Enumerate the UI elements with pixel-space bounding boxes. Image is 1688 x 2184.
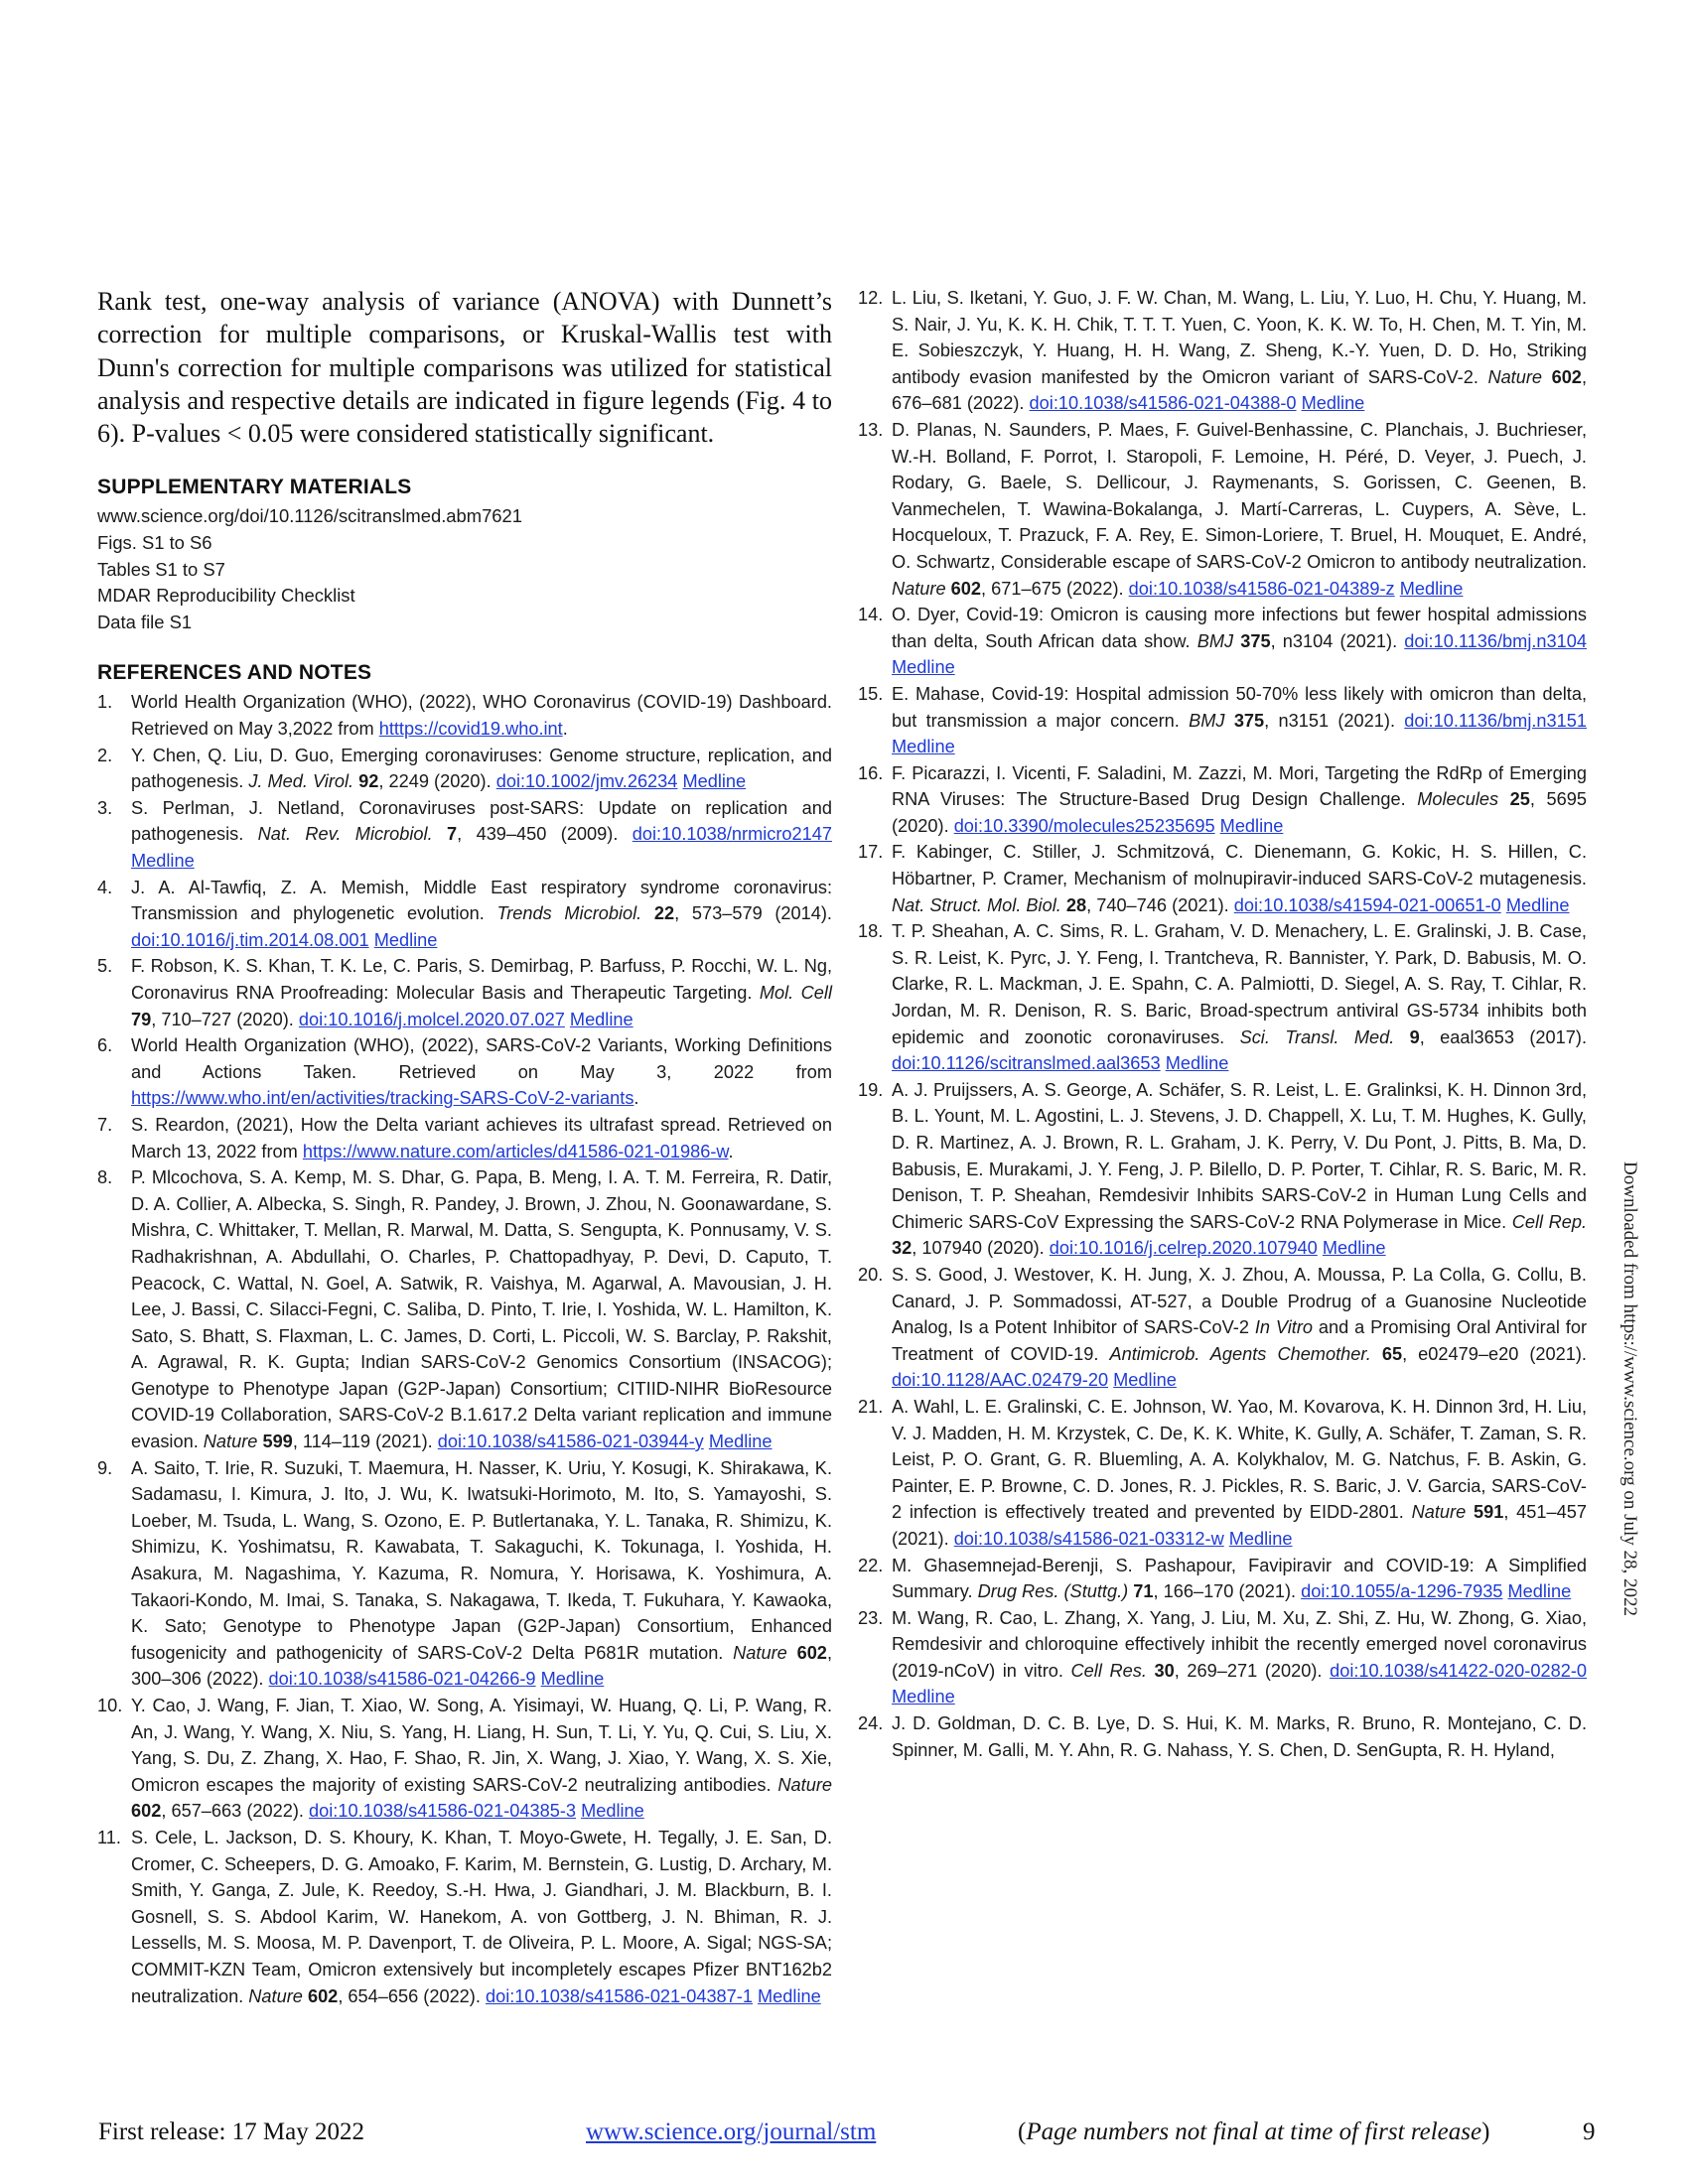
medline-link[interactable]: Medline	[892, 737, 955, 757]
journal-name: Nature	[203, 1432, 258, 1452]
reference-item	[97, 743, 832, 795]
reference-text: , 710–727 (2020).	[151, 1009, 299, 1029]
reference-text	[1371, 1344, 1382, 1364]
reference-number: 14.	[858, 605, 884, 625]
reference-list-right	[858, 285, 1587, 1763]
doi-link[interactable]: doi:10.1038/s41422-020-0282-0	[1330, 1660, 1587, 1681]
doi-link[interactable]: doi:10.1136/bmj.n3104	[1404, 630, 1587, 651]
reference-item	[97, 1112, 832, 1164]
reference-item	[858, 1077, 1587, 1262]
reference-text: World Health Organization (WHO), (2022),	[131, 692, 484, 713]
reference-number: 2.	[97, 745, 113, 765]
supplementary-data-file: Data file S1	[97, 611, 193, 632]
reference-text: .	[728, 1141, 734, 1161]
reference-number: 5.	[97, 956, 113, 977]
volume-number: 22	[653, 903, 675, 924]
reference-text: and a Promising Oral Antiviral for Treatment of COVID-19.	[892, 1317, 1587, 1364]
doi-link[interactable]: doi:10.1038/s41586-021-04389-z	[1128, 578, 1395, 599]
reference-item	[97, 1032, 832, 1112]
reference-item	[97, 1164, 832, 1455]
reference-text: A. J. Pruijssers, A. S. George, A. Schäfer, S. R. Leist, L. E. Gralinksi, K. H. Dinnon 3rd, B. L. Yount, M. L. Agostini, L. J. Stevens, J. D. Chappell, X. Lu, T. M. Hughes, K. Gully, D. R. Martinez, A. J. Brown, R. L. Graham, J. K. Perry, V. Du Pont, J. Pitts, B. Ma, D. Babusis, E. Murakami, J. Y. Feng, J. P. Bilello, D. P. Porter, T. Cihlar, R. S. Baric, M. R. Denison, T. P. Sheahan, Remdesivir Inhibits SARS-CoV-2 in Human Lung Cells and Chimeric SARS-CoV Expressing the SARS-CoV-2 RNA Polymerase in Mice.	[892, 1079, 1587, 1232]
reference-item	[97, 875, 832, 954]
footer-paren-open: (	[1018, 2118, 1027, 2145]
doi-link[interactable]: doi:10.1128/AAC.02479-20	[892, 1370, 1109, 1391]
reference-number: 7.	[97, 1114, 113, 1135]
volume-number: 602	[131, 1801, 162, 1822]
reference-item	[858, 681, 1587, 760]
doi-link[interactable]: doi:10.1126/scitranslmed.aal3653	[892, 1053, 1161, 1074]
reference-number: 15.	[858, 683, 884, 704]
medline-link[interactable]: Medline	[892, 1687, 955, 1707]
doi-link[interactable]: doi:10.1038/s41586-021-04387-1	[485, 1985, 753, 2006]
reference-text	[787, 1643, 797, 1663]
supplementary-heading: SUPPLEMENTARY MATERIALS	[97, 476, 412, 499]
medline-link[interactable]: Medline	[682, 771, 747, 792]
journal-name: Trends Microbiol.	[496, 903, 642, 924]
journal-name: Nature	[1487, 366, 1543, 387]
reference-text: J. A. Al-Tawfiq, Z. A. Memish, Middle East respiratory syndrome coronavirus: Transmission and phylogenetic evolution.	[131, 877, 832, 924]
right-column	[858, 285, 1587, 1763]
volume-number: 602	[1551, 366, 1582, 387]
volume-number: 25	[1509, 789, 1530, 810]
doi-link[interactable]: doi:10.1038/s41594-021-00651-0	[1233, 894, 1501, 915]
reference-number: 17.	[858, 842, 884, 863]
doi-link[interactable]: doi:10.1038/nrmicro2147	[632, 824, 832, 845]
doi-link[interactable]: https://www.nature.com/articles/d41586-021-01986-w	[302, 1141, 729, 1161]
medline-link[interactable]: Medline	[708, 1432, 773, 1452]
reference-item	[858, 285, 1587, 417]
reference-text: O. Dyer, Covid-19: Omicron is causing more infections but fewer hospital admissions than delta, South African data show.	[892, 605, 1587, 651]
volume-number: 599	[262, 1432, 293, 1452]
reference-text: , 5695 (2020).	[892, 789, 1587, 836]
reference-item	[97, 1825, 832, 2009]
reference-text: , 114–119 (2021).	[292, 1432, 438, 1452]
volume-number: 65	[1381, 1343, 1403, 1364]
doi-link[interactable]: doi:10.1136/bmj.n3151	[1404, 710, 1587, 731]
footer-release-date: First release: 17 May 2022	[98, 2118, 365, 2145]
reference-item	[97, 1455, 832, 1693]
doi-link[interactable]: htttps://covid19.who.int	[378, 719, 563, 740]
doi-link[interactable]: doi:10.1038/s41586-021-03944-y	[437, 1432, 704, 1452]
volume-number: 602	[950, 578, 982, 599]
reference-text: , eaal3653 (2017).	[1419, 1026, 1588, 1047]
footer-page-note	[1018, 2118, 1489, 2146]
reference-number: 3.	[97, 797, 113, 818]
doi-link[interactable]: doi:10.1016/j.celrep.2020.107940	[1049, 1238, 1318, 1259]
medline-link[interactable]: Medline	[569, 1009, 633, 1029]
reference-text: , n3151 (2021).	[1264, 710, 1405, 731]
reference-number: 18.	[858, 921, 884, 942]
volume-number: 9	[1409, 1026, 1420, 1047]
journal-name: Cell Rep.	[1511, 1211, 1587, 1232]
doi-link[interactable]: doi:10.1002/jmv.26234	[495, 771, 678, 792]
reference-number: 22.	[858, 1555, 884, 1575]
volume-number: 602	[796, 1642, 827, 1663]
volume-number: 28	[1065, 894, 1087, 915]
supplementary-tables: Tables S1 to S7	[97, 558, 225, 580]
reference-text: T. P. Sheahan, A. C. Sims, R. L. Graham, V. D. Menachery, L. E. Gralinski, J. B. Case, S. R. Leist, K. Pyrc, J. Y. Feng, I. Trantcheva, R. Bannister, Y. Park, D. Babusis, M. O. Clarke, R. L. Mackman, J. E. Spahn, C. A. Palmiotti, D. Siegel, A. S. Ray, T. Cihlar, R. Jordan, M. R. Denison, R. S. Baric, Broad-spectrum antiviral GS-5734 inhibits both epidemic and zoonotic coronaviruses.	[892, 921, 1587, 1047]
supplementary-figures: Figs. S1 to S6	[97, 532, 212, 554]
medline-link[interactable]: Medline	[1301, 393, 1365, 414]
reference-item	[97, 795, 832, 875]
volume-number: 375	[1240, 630, 1271, 651]
reference-item	[97, 689, 832, 742]
reference-text	[433, 824, 447, 844]
journal-name: Nature	[892, 578, 946, 599]
journal-name: Drug Res. (Stuttg.)	[977, 1581, 1129, 1602]
reference-number: 12.	[858, 288, 884, 308]
left-column	[97, 285, 832, 2009]
reference-text: , 439–450 (2009).	[457, 824, 633, 845]
reference-text: , 269–271 (2020).	[1174, 1660, 1331, 1681]
medline-link[interactable]: Medline	[1165, 1053, 1229, 1074]
reference-item	[858, 1710, 1587, 1763]
reference-number: 21.	[858, 1396, 884, 1417]
journal-name: J. Med. Virol.	[248, 771, 354, 792]
reference-text: A. Saito, T. Irie, R. Suzuki, T. Maemura, H. Nasser, K. Uriu, Y. Kosugi, K. Shirakawa, K. Sadamasu, I. Kimura, J. Ito, J. Wu, K. Iwatsuki-Horimoto, M. Ito, S. Yamayoshi, S. Loeber, M. Tsuda, L. Wang, S. Ozono, E. P. Butlertanaka, Y. L. Tanaka, R. Shimizu, K. Shimizu, K. Yoshimatsu, R. Kawabata, T. Sakaguchi, K. Tokunaga, I. Yoshida, H. Asakura, M. Nagashima, Y. Kazuma, R. Nomura, Y. Horisawa, K. Yoshimura, A. Takaori-Kondo, M. Imai, S. Tanaka, S. Nakagawa, T. Ikeda, T. Fukuhara, Y. Kawaoka, K. Sato; Genotype to Phenotype Japan (G2P-Japan) Consortium, Enhanced fusogenicity and pathogenicity of SARS-CoV-2 Delta P681R mutation.	[131, 1457, 832, 1663]
reference-item	[858, 602, 1587, 681]
reference-text: , 671–675 (2022).	[981, 578, 1129, 599]
reference-text: J. D. Goldman, D. C. B. Lye, D. S. Hui, K. M. Marks, R. Bruno, R. Montejano, C. D. Spinner, M. Galli, M. Y. Ahn, R. G. Nahass, Y. S. Chen, D. SenGupta, R. H. Hyland,	[892, 1713, 1587, 1760]
reference-text: D. Planas, N. Saunders, P. Maes, F. Guivel-Benhassine, C. Planchais, J. Buchrieser, W.-H. Bolland, F. Porrot, I. Staropoli, F. Lemoine, H. Péré, D. Veyer, J. Puech, J. Rodary, G. Baele, S. Dellicour, J. Raymenants, S. Gorissen, C. Geenen, B. Vanmechelen, T. Wawina-Bokalanga, J. Martí-Carreras, L. Cuypers, A. Sève, L. Hocqueloux, T. Prazuck, F. A. Rey, E. Simon-Loriere, T. Bruel, H. Mouquet, E. André, O. Schwartz, Considerable escape of SARS-CoV-2 Omicron to antibody neutralization.	[892, 419, 1587, 572]
medline-link[interactable]: Medline	[1505, 894, 1570, 915]
reference-text	[1466, 1502, 1474, 1522]
doi-link[interactable]: doi:10.1038/s41586-021-03312-w	[953, 1528, 1224, 1549]
doi-link[interactable]: doi:10.1038/s41586-021-04388-0	[1029, 393, 1297, 414]
reference-number: 4.	[97, 877, 113, 897]
medline-link[interactable]: Medline	[373, 929, 438, 950]
medline-link[interactable]: Medline	[1507, 1581, 1572, 1602]
reference-text: , 740–746 (2021).	[1086, 894, 1234, 915]
supplementary-checklist: MDAR Reproducibility Checklist	[97, 585, 355, 607]
reference-text: .	[633, 1088, 639, 1109]
journal-name: Nature	[248, 1985, 303, 2006]
volume-number: 92	[358, 771, 379, 792]
reference-text: , e02479–e20 (2021).	[1402, 1343, 1587, 1364]
footer-journal-link[interactable]: www.science.org/journal/stm	[586, 2118, 877, 2145]
reference-number: 10.	[97, 1696, 123, 1716]
reference-text: P. Mlcochova, S. A. Kemp, M. S. Dhar, G. Papa, B. Meng, I. A. T. M. Ferreira, R. Datir, D. A. Collier, A. Albecka, S. Singh, R. Pandey, J. Brown, J. Zhou, N. Goonawardane, S. Mishra, C. Whittaker, T. Mellan, R. Marwal, M. Datta, S. Sengupta, K. Ponnusamy, V. S. Radhakrishnan, A. Abdullahi, O. Charles, P. Chattopadhyay, P. Devi, D. Caputo, T. Peacock, C. Wattal, N. Goel, A. Satwik, R. Vaishya, M. Agarwal, A. Mavousian, J. H. Lee, J. Bassi, C. Silacci-Fegni, C. Saliba, D. Pinto, T. Irie, I. Yoshida, W. L. Hamilton, K. Sato, S. Bhatt, S. Flaxman, L. C. James, D. Corti, L. Piccoli, W. S. Barclay, P. Rakshit, A. Agrawal, R. K. Gupta; Indian SARS-CoV-2 Genomics Consortium (INSACOG); Genotype to Phenotype Japan (G2P-Japan) Consortium; CITIID-NIHR BioResource COVID-19 Collaboration, SARS-CoV-2 B.1.617.2 Delta variant replication and immune evasion.	[131, 1167, 832, 1452]
reference-text: F. Kabinger, C. Stiller, J. Schmitzová, C. Dienemann, G. Kokic, H. S. Hillen, C. Höbartner, P. Cramer, Mechanism of molnupiravir-induced SARS-CoV-2 mutagenesis.	[892, 842, 1587, 889]
doi-link[interactable]: doi:10.1055/a-1296-7935	[1301, 1581, 1503, 1602]
reference-text: .	[562, 719, 568, 740]
reference-number: 20.	[858, 1264, 884, 1285]
volume-number: 32	[892, 1238, 913, 1259]
reference-number: 1.	[97, 692, 113, 713]
reference-item	[97, 1693, 832, 1825]
journal-name: Molecules	[1417, 789, 1499, 810]
reference-text	[1147, 1661, 1155, 1681]
volume-number: 79	[131, 1009, 152, 1029]
reference-text: E. Mahase, Covid-19: Hospital admission 50-70% less likely with omicron than delta, but transmission a major concern.	[892, 683, 1587, 731]
volume-number: 375	[1233, 710, 1265, 731]
journal-name: Nature	[1411, 1502, 1467, 1523]
reference-text: F. Robson, K. S. Khan, T. K. Le, C. Paris, S. Demirbag, P. Barfuss, P. Rocchi, W. L. Ng, Coronavirus RNA Proofreading: Molecular Basis and Therapeutic Targeting.	[131, 956, 832, 1003]
reference-item	[858, 1262, 1587, 1394]
volume-number: 602	[307, 1985, 339, 2006]
reference-text: M. Wang, R. Cao, L. Zhang, X. Yang, J. Liu, M. Xu, Z. Shi, Z. Hu, W. Zhong, G. Xiao, Remdesivir and chloroquine effectively inhibit the recently emerged novel coronavirus (2019-nCoV) in vitro.	[892, 1607, 1587, 1681]
reference-text: , n3104 (2021).	[1270, 630, 1405, 651]
reference-text: Y. Chen, Q. Liu, D. Guo, Emerging coronaviruses: Genome structure, replication, and pathogenesis.	[131, 745, 832, 792]
reference-text: , 2249 (2020).	[378, 771, 496, 792]
doi-link[interactable]: https://www.who.int/en/activities/tracking-SARS-CoV-2-variants	[131, 1088, 634, 1109]
reference-item	[858, 417, 1587, 602]
doi-link[interactable]: doi:10.1038/s41586-021-04266-9	[268, 1669, 536, 1690]
reference-text	[641, 903, 654, 923]
journal-name: Cell Res.	[1070, 1660, 1147, 1681]
reference-text: S. Perlman, J. Netland, Coronaviruses post-SARS: Update on replication and pathogenesis.	[131, 797, 832, 845]
doi-link[interactable]: doi:10.1016/j.molcel.2020.07.027	[298, 1009, 565, 1029]
reference-text	[1498, 789, 1510, 809]
journal-name: BMJ	[1196, 630, 1234, 651]
reference-text: , 654–656 (2022).	[338, 1985, 486, 2006]
medline-link[interactable]: Medline	[1113, 1370, 1177, 1391]
reference-text: M. Ghasemnejad-Berenji, S. Pashapour, Favipiravir and COVID-19: A Simplified Summary.	[892, 1555, 1587, 1602]
reference-item	[97, 953, 832, 1032]
reference-item	[858, 918, 1587, 1077]
reference-number: 8.	[97, 1167, 113, 1188]
journal-name: Sci. Transl. Med.	[1239, 1026, 1395, 1047]
download-margin-note: Downloaded from https://www.science.org on July 28, 2022	[1619, 1161, 1640, 1617]
reference-text: , 657–663 (2022).	[161, 1801, 310, 1822]
reference-number: 6.	[97, 1035, 113, 1056]
journal-name: In Vitro	[1254, 1317, 1313, 1338]
doi-link[interactable]: doi:10.3390/molecules25235695	[953, 815, 1215, 836]
supplementary-doi-link[interactable]: www.science.org/doi/10.1126/scitranslmed.abm7621	[97, 505, 522, 527]
reference-text: S. S. Good, J. Westover, K. H. Jung, X. J. Zhou, A. Moussa, P. La Colla, G. Collu, B. Canard, J. P. Sommadossi, AT-527, a Double Prodrug of a Guanosine Nucleotide Analog, Is a Potent Inhibitor of SARS-CoV-2	[892, 1264, 1587, 1338]
medline-link[interactable]: Medline	[892, 657, 955, 678]
medline-link[interactable]: Medline	[758, 1985, 821, 2006]
journal-name: Nat. Struct. Mol. Biol.	[892, 894, 1061, 915]
reference-item	[858, 760, 1587, 840]
medline-link[interactable]: Medline	[131, 851, 195, 872]
footer-note-text: Page numbers not final at time of first release	[1026, 2118, 1482, 2145]
reference-item	[858, 1553, 1587, 1605]
journal-name: Antimicrob. Agents Chemother.	[1109, 1343, 1371, 1364]
reference-text: Y. Cao, J. Wang, F. Jian, T. Xiao, W. Song, A. Yisimayi, W. Huang, Q. Li, P. Wang, R. An, J. Wang, Y. Wang, X. Niu, S. Yang, H. Liang, H. Sun, T. Li, Y. Yu, Q. Cui, S. Liu, X. Yang, S. Du, Z. Zhang, X. Hao, F. Shao, R. Jin, X. Wang, J. Xiao, Y. Wang, X. S. Xie, Omicron escapes the majority of existing SARS-CoV-2 neutralizing antibodies.	[131, 1696, 832, 1795]
footer-paren-close: )	[1481, 2118, 1490, 2145]
journal-name: BMJ	[1189, 710, 1225, 731]
reference-text: L. Liu, S. Iketani, Y. Guo, J. F. W. Chan, M. Wang, L. Liu, Y. Luo, H. Chu, Y. Huang, M. S. Nair, J. Yu, K. K. H. Chik, T. T. T. Yuen, C. Yoon, K. K. W. To, H. Chen, M. T. Yin, M. E. Sobieszczyk, Y. Huang, H. H. Wang, Z. Sheng, K.-Y. Yuen, D. D. Ho, Striking antibody evasion manifested by the Omicron variant of SARS-CoV-2.	[892, 288, 1587, 387]
volume-number: 71	[1133, 1581, 1154, 1602]
reference-number: 11.	[97, 1827, 121, 1847]
reference-text	[1394, 1027, 1409, 1047]
journal-name: Mol. Cell	[759, 982, 832, 1003]
reference-text: , 300–306 (2022).	[131, 1642, 832, 1690]
methods-paragraph: Rank test, one-way analysis of variance (ANOVA) with Dunnett’s correction for multiple comparisons, or Kruskal-Wallis test with Dunn's correction for multiple comparisons was utilized for statistical analysis and respective details are indicated in figure legends (Fig. 4 to 6). P-values < 0.05 were considered statistically significant.	[97, 287, 832, 449]
reference-text: , 107940 (2020).	[912, 1238, 1050, 1259]
reference-item	[858, 1394, 1587, 1553]
reference-text: S. Reardon, (2021), How the Delta variant achieves its ultrafast spread. Retrieved on March 13, 2022 from	[131, 1114, 832, 1161]
medline-link[interactable]: Medline	[1228, 1528, 1293, 1549]
volume-number: 7	[447, 824, 458, 845]
reference-text: , 451–457 (2021).	[892, 1502, 1587, 1549]
reference-text: A. Wahl, L. E. Gralinski, C. E. Johnson, W. Yao, M. Kovarova, K. H. Dinnon 3rd, H. Liu, V. J. Madden, H. M. Krzystek, C. De, K. K. White, K. Gully, A. Schäfer, T. Zaman, S. R. Leist, P. O. Grant, G. R. Bluemling, A. A. Kolykhalov, M. G. Natchus, F. B. Askin, G. Painter, E. P. Browne, C. D. Jones, R. J. Pickles, R. S. Baric, J. V. Garcia, SARS-CoV-2 infection is effectively treated and prevented by EIDD-2801.	[892, 1396, 1587, 1523]
reference-number: 9.	[97, 1457, 113, 1478]
medline-link[interactable]: Medline	[1322, 1238, 1386, 1259]
volume-number: 30	[1154, 1660, 1175, 1681]
journal-name: Nature	[733, 1642, 787, 1663]
doi-link[interactable]: doi:10.1038/s41586-021-04385-3	[309, 1801, 577, 1822]
reference-text: World Health Organization (WHO), (2022), SARS-CoV-2 Variants, Working Definitions and Actions Taken. Retrieved on May 3, 2022 from	[131, 1035, 832, 1082]
reference-text	[1542, 367, 1552, 387]
doi-link[interactable]: doi:10.1016/j.tim.2014.08.001	[131, 929, 369, 950]
reference-item	[858, 1605, 1587, 1710]
reference-text: WHO Coronavirus (COVID-19) Dashboard. Retrieved on May 3,2022 from	[131, 692, 832, 740]
reference-text	[1225, 711, 1234, 731]
reference-number: 24.	[858, 1713, 884, 1734]
reference-text: S. Cele, L. Jackson, D. S. Khoury, K. Khan, T. Moyo-Gwete, H. Tegally, J. E. San, D. Cromer, C. Scheepers, D. G. Amoako, F. Karim, M. Bernstein, G. Lustig, D. Archary, M. Smith, Y. Ganga, Z. Jule, K. Reedoy, S.-H. Hwa, J. Giandhari, J. M. Blackburn, B. I. Gosnell, S. S. Abdool Karim, W. Hanekom, A. von Gottberg, J. N. Bhiman, R. J. Lessells, M. S. Moosa, M. P. Davenport, T. de Oliveira, P. L. Moore, A. Sigal; NGS-SA; COMMIT-KZN Team, Omicron extensively but incompletely escapes Pfizer BNT162b2 neutralization.	[131, 1827, 832, 2006]
reference-text: , 676–681 (2022).	[892, 366, 1587, 414]
medline-link[interactable]: Medline	[581, 1801, 644, 1822]
reference-text: F. Picarazzi, I. Vicenti, F. Saladini, M. Zazzi, M. Mori, Targeting the RdRp of Emerging RNA Viruses: The Structure-Based Drug Design Challenge.	[892, 762, 1587, 810]
supplementary-list	[97, 503, 832, 635]
journal-name: Nat. Rev. Microbiol.	[257, 824, 433, 845]
volume-number: 591	[1473, 1502, 1504, 1523]
references-heading: REFERENCES AND NOTES	[97, 661, 372, 685]
journal-name: Nature	[777, 1774, 832, 1795]
page-number: 9	[1583, 2118, 1596, 2145]
reference-number: 16.	[858, 762, 884, 783]
medline-link[interactable]: Medline	[1399, 578, 1464, 599]
reference-text: , 573–579 (2014).	[674, 903, 832, 924]
reference-number: 13.	[858, 419, 884, 440]
reference-number: 23.	[858, 1607, 884, 1628]
reference-number: 19.	[858, 1079, 884, 1100]
reference-item	[858, 839, 1587, 918]
medline-link[interactable]: Medline	[1219, 815, 1284, 836]
medline-link[interactable]: Medline	[540, 1669, 605, 1690]
reference-list-left	[97, 689, 832, 2009]
reference-text: , 166–170 (2021).	[1153, 1581, 1302, 1602]
